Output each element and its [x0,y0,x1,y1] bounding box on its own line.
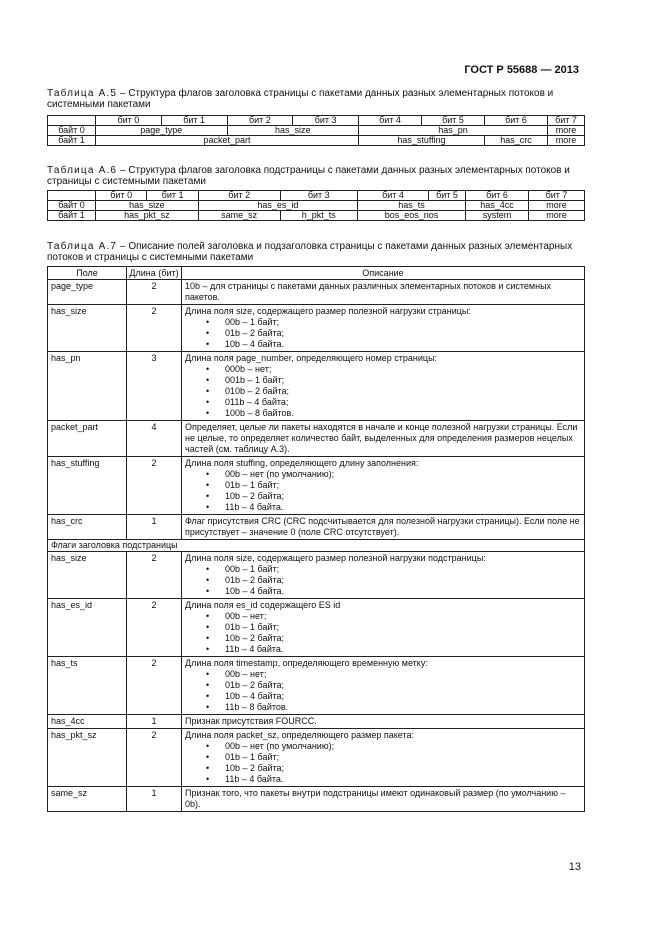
list-item: • 01b – 1 байт; [225,480,581,491]
field-description [182,305,585,352]
field-length: 1 [127,787,182,812]
page-number: 13 [568,861,581,873]
field-length: 2 [127,280,182,305]
value-list [185,317,581,350]
list-item: • 11b – 4 байта. [225,644,581,655]
bit-header-row: бит 0 бит 1 бит 2 бит 3 бит 4 бит 5 бит 6 бит 7 [48,116,585,126]
field-name: has_pn [48,352,127,421]
field-name: has_4cc [48,715,127,729]
table-row [48,657,585,715]
table-row [48,280,585,305]
col-header-length: Длина (бит) [127,267,182,280]
field-description [182,457,585,515]
value-list [185,741,581,785]
description-text: Длина поля page_number, определяющего номер страницы: [185,353,438,363]
field-description [182,421,585,457]
table-row [48,599,585,657]
byte1-row: байт 1 has_pkt_sz same_sz h_pkt_ts bos_eos_nos system more [48,211,585,221]
table-row [48,352,585,421]
table-row [48,457,585,515]
field-description [182,787,585,812]
description-text: Признак присутствия FOURCC. [185,716,317,726]
value-list [185,669,581,713]
field-length: 4 [127,421,182,457]
list-item: • 00b – нет; [225,669,581,680]
section-row [48,540,585,552]
table-row [48,305,585,352]
field-length: 2 [127,729,182,787]
byte1-row: байт 1 packet_part has_stuffing has_crc more [48,136,585,146]
list-item: • 10b – 2 байта; [225,763,581,774]
section-subpage-flags: Флаги заголовка подстраницы [48,540,585,552]
description-text: Определяет, целые ли пакеты находятся в начале и конце полезной нагрузки страницы. Если не целые, то определяет количество байт, выделенных для определения размеров нецелых частей (см. таблицу А.3). [185,422,578,454]
description-text: 10b – для страницы с пакетами данных различных элементарных потоков и системных пакетов. [185,281,552,302]
col-header-field: Поле [48,267,127,280]
field-name: has_pkt_sz [48,729,127,787]
list-item: • 10b – 4 байта. [225,339,581,350]
table-row [48,515,585,540]
value-list [185,611,581,655]
field-length: 2 [127,305,182,352]
description-text: Длина поля packet_sz, определяющего размер пакета: [185,730,414,740]
list-item: • 00b – нет (по умолчанию); [225,469,581,480]
list-item: • 00b – нет; [225,611,581,622]
list-item: • 10b – 4 байта. [225,586,581,597]
list-item: • 11b – 4 байта. [225,774,581,785]
field-name: has_stuffing [48,457,127,515]
list-item: • 100b – 8 байтов. [225,408,581,419]
table-row [48,421,585,457]
list-item: • 010b – 2 байта; [225,386,581,397]
description-text: Длина поля es_id содержащего ES id [185,600,341,610]
field-length: 1 [127,515,182,540]
field-length: 2 [127,657,182,715]
field-description [182,552,585,599]
list-item: • 01b – 2 байта; [225,575,581,586]
field-name: has_size [48,552,127,599]
subpage-flags-rows [48,552,585,812]
field-name: has_size [48,305,127,352]
field-length: 2 [127,599,182,657]
list-item: • 01b – 2 байта; [225,680,581,691]
table-a6 [47,190,585,221]
list-item: • 10b – 4 байта; [225,691,581,702]
table-row [48,552,585,599]
table-a7 [47,266,585,812]
list-item: • 00b – 1 байт; [225,564,581,575]
field-length: 1 [127,715,182,729]
value-list [185,564,581,597]
description-text: Признак того, что пакеты внутри подстраницы имеют одинаковый размер (по умолчанию – 0b). [185,788,566,809]
description-text: Длина поля size, содержащего размер полезной нагрузки страницы: [185,306,471,316]
field-name: same_sz [48,787,127,812]
field-description [182,280,585,305]
value-list [185,364,581,419]
list-item: • 11b – 8 байтов. [225,702,581,713]
description-text: Флаг присутствия CRC (CRC подсчитывается для полезной нагрузки страницы). Если поле не присутствует – значение 0 (поле CRC отсутствует). [185,516,580,537]
list-item: • 10b – 2 байта; [225,491,581,502]
list-item: • 01b – 1 байт; [225,622,581,633]
description-text: Длина поля timestamp, определяющего временную метку: [185,658,428,668]
field-description [182,715,585,729]
table-row [48,787,585,812]
list-item: • 10b – 2 байта; [225,633,581,644]
table-row [48,715,585,729]
field-name: has_crc [48,515,127,540]
byte0-row: байт 0 has_size has_es_id has_ts has_4cc more [48,201,585,211]
document-number: ГОСТ Р 55688 — 2013 [464,64,579,76]
field-description [182,515,585,540]
field-description [182,729,585,787]
table-row [48,729,585,787]
table-a6-caption: Таблица А.6 – Структура флагов заголовка подстраницы с пакетами данных разных элементарных потоков и страницы с системными пакетами [47,165,570,187]
value-list [185,469,581,513]
field-name: packet_part [48,421,127,457]
description-text: Длина поля size, содержащего размер полезной нагрузки подстраницы: [185,553,486,563]
bit-header-row: бит 0 бит 1 бит 2 бит 3 бит 4 бит 5 бит 6 бит 7 [48,191,585,201]
field-name: has_es_id [48,599,127,657]
table-header-row [48,267,585,280]
field-length: 3 [127,352,182,421]
field-name: page_type [48,280,127,305]
field-name: has_ts [48,657,127,715]
table-a5-caption: Таблица А.5 – Структура флагов заголовка страницы с пакетами данных разных элементарных потоков и системными пакетами [47,88,554,110]
list-item: • 00b – нет (по умолчанию); [225,741,581,752]
list-item: • 11b – 4 байта. [225,502,581,513]
field-description [182,599,585,657]
description-text: Длина поля stuffing, определяющего длину заполнения: [185,458,419,468]
list-item: • 01b – 1 байт; [225,752,581,763]
table-a5 [47,115,585,146]
col-header-description: Описание [182,267,585,280]
field-description [182,657,585,715]
table-a7-caption: Таблица А.7 – Описание полей заголовка и подзаголовка страницы с пакетами данных разных элементарных потоков и страницы с системными пакетами [47,241,573,263]
list-item: • 001b – 1 байт; [225,375,581,386]
byte0-row: байт 0 page_type has_size has_pn more [48,126,585,136]
list-item: • 000b – нет; [225,364,581,375]
field-length: 2 [127,457,182,515]
list-item: • 011b – 4 байта; [225,397,581,408]
field-length: 2 [127,552,182,599]
list-item: • 01b – 2 байта; [225,328,581,339]
page-flags-rows [48,280,585,540]
field-description [182,352,585,421]
list-item: • 00b – 1 байт; [225,317,581,328]
